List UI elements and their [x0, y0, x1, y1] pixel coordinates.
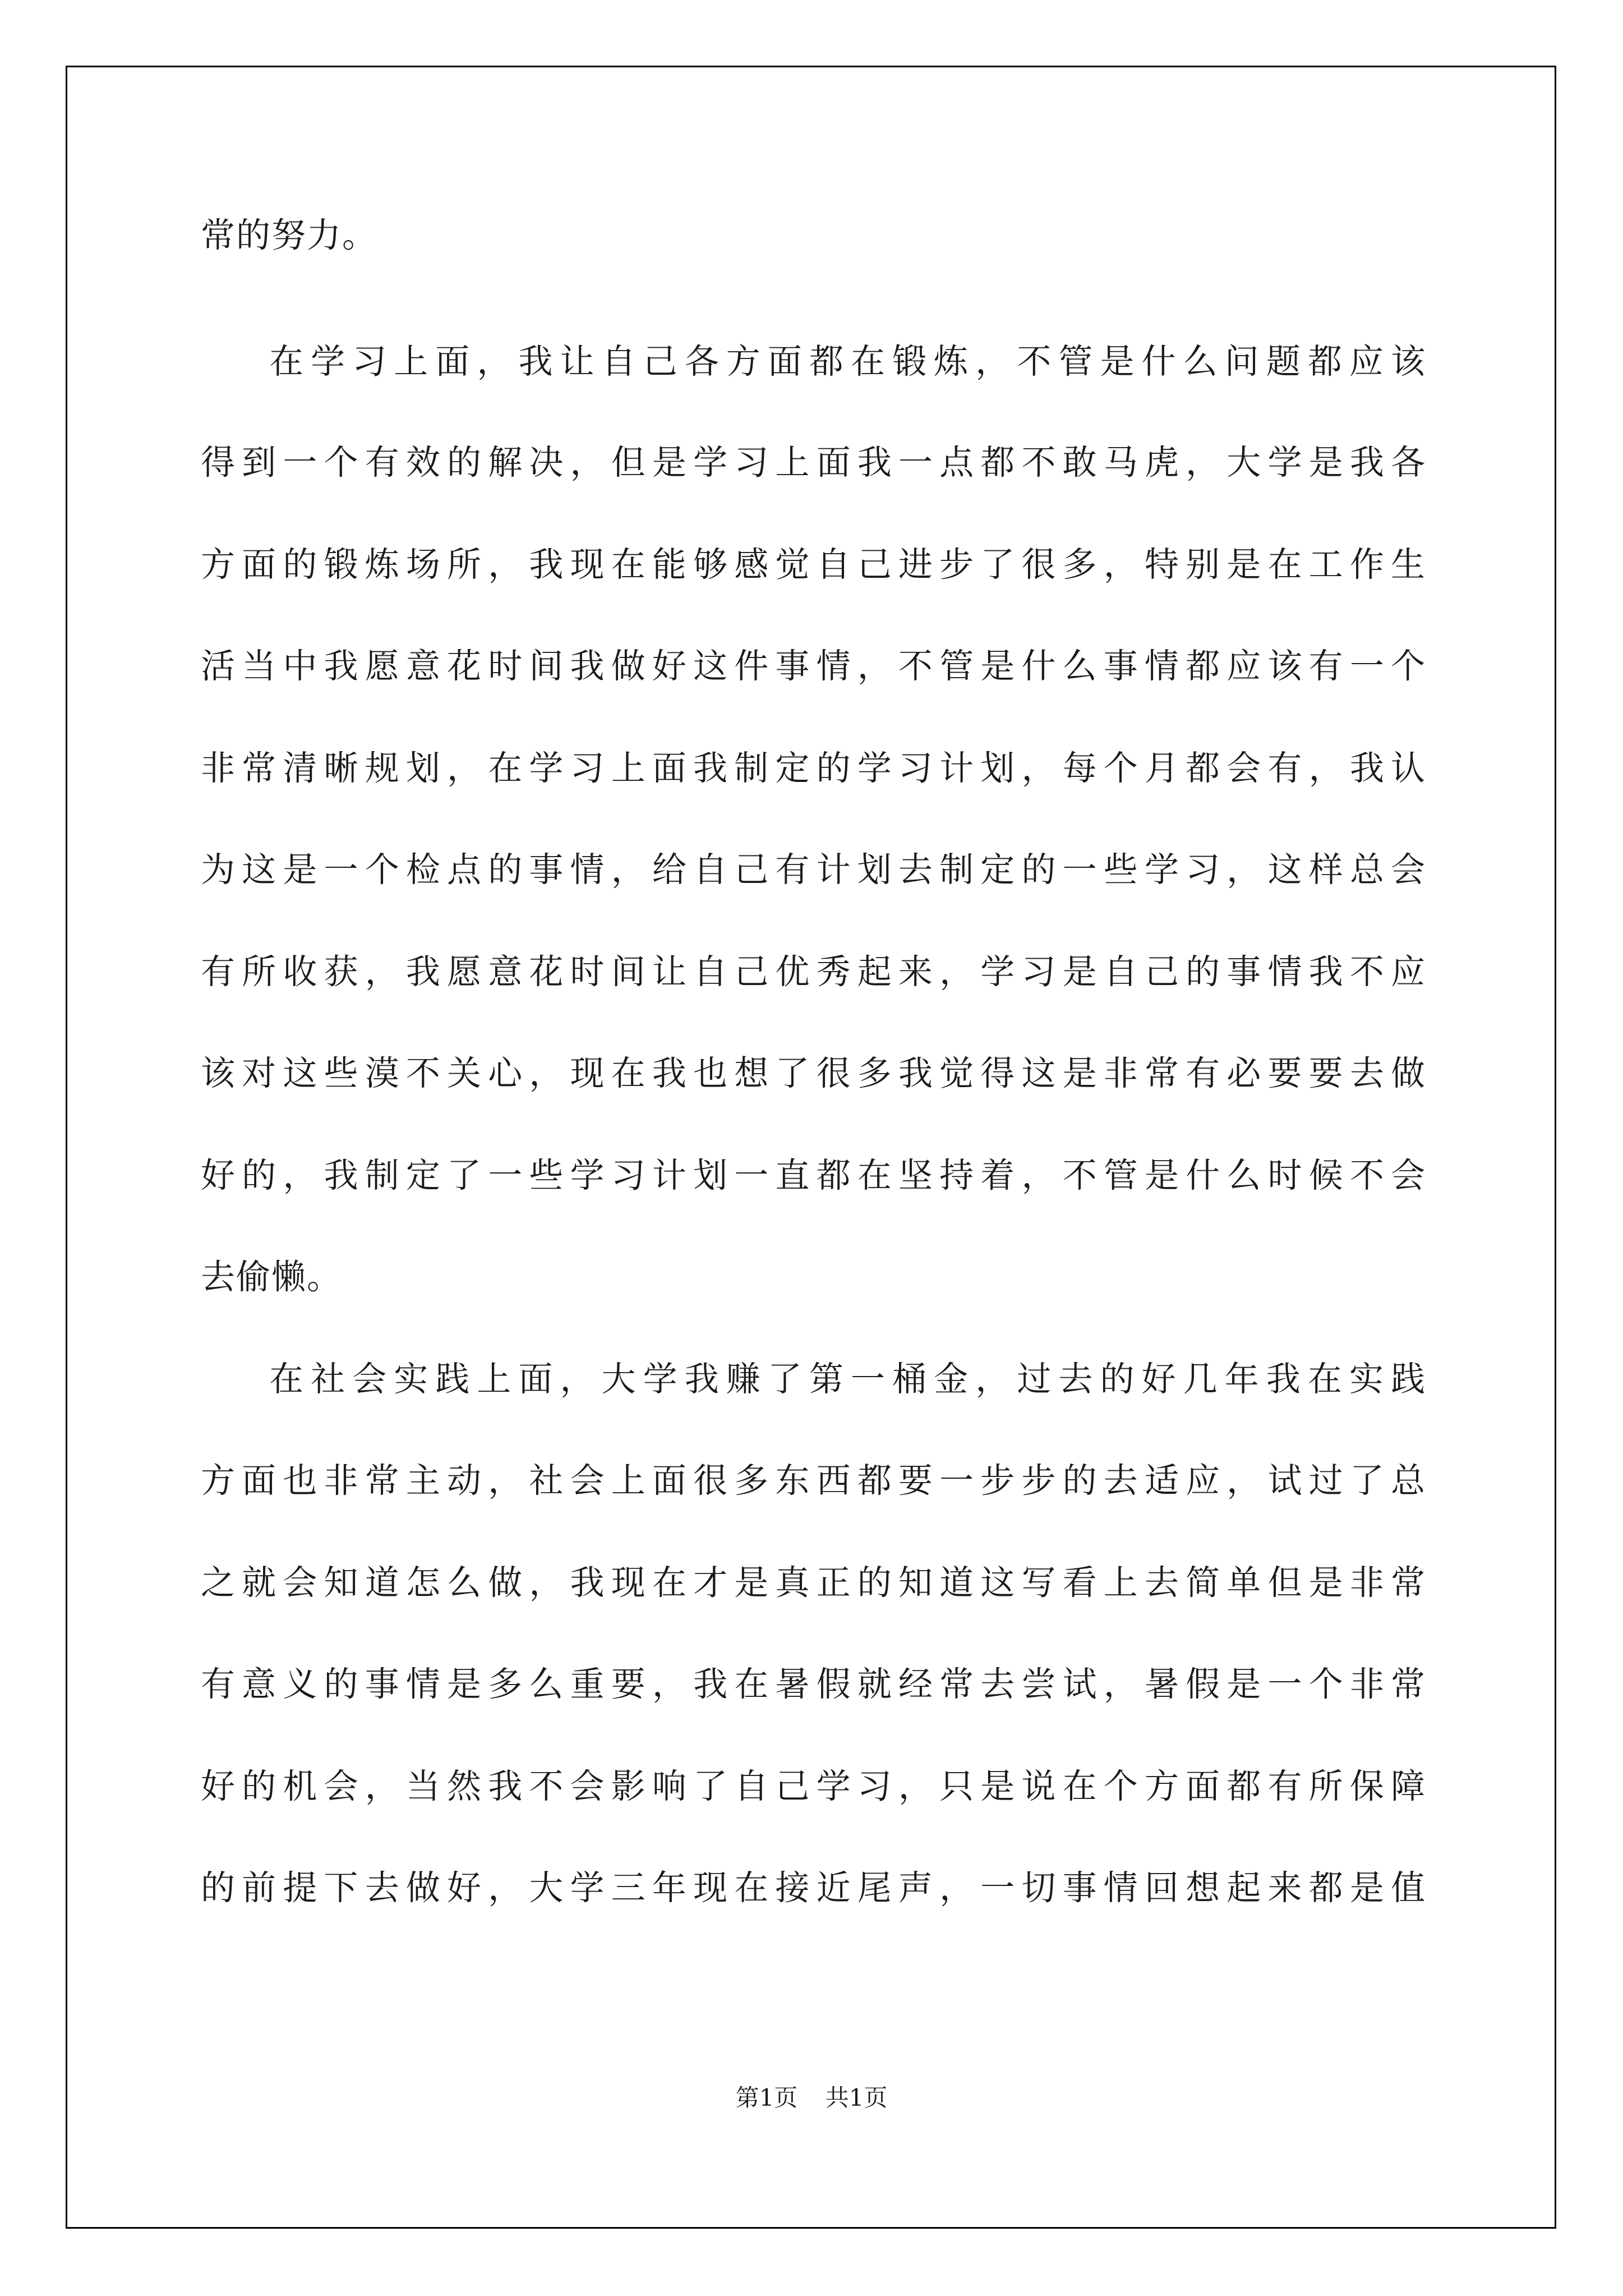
text-line: 常的努力。	[201, 215, 378, 255]
text-line: 得到一个有效的解决，但是学习上面我一点都不敢马虎，大学是我各	[201, 443, 1426, 482]
text-line: 之就会知道怎么做，我现在才是真正的知道这写看上去简单但是非常	[201, 1563, 1426, 1603]
page-number: 第1页	[735, 2084, 798, 2111]
text-line: 为这是一个检点的事情，给自己有计划去制定的一些学习，这样总会	[201, 850, 1426, 890]
text-line: 有意义的事情是多么重要，我在暑假就经常去尝试，暑假是一个非常	[201, 1664, 1426, 1704]
text-line: 方面的锻炼场所，我现在能够感觉自己进步了很多，特别是在工作生	[201, 545, 1426, 585]
text-line: 好的，我制定了一些学习计划一直都在坚持着，不管是什么时候不会	[201, 1156, 1426, 1195]
text-line: 好的机会，当然我不会影响了自己学习，只是说在个方面都有所保障	[201, 1766, 1426, 1806]
text-line: 去偷懒。	[201, 1257, 343, 1297]
text-line: 活当中我愿意花时间我做好这件事情，不管是什么事情都应该有一个	[201, 646, 1426, 686]
text-line: 该对这些漠不关心，现在我也想了很多我觉得这是非常有必要要去做	[201, 1053, 1426, 1093]
page-total: 共1页	[825, 2084, 888, 2111]
text-line: 有所收获，我愿意花时间让自己优秀起来，学习是自己的事情我不应	[201, 952, 1426, 992]
text-line: 的前提下去做好，大学三年现在接近尾声，一切事情回想起来都是值	[201, 1868, 1426, 1908]
text-line: 在学习上面，我让自己各方面都在锻炼，不管是什么问题都应该	[269, 342, 1426, 381]
page-footer	[0, 2082, 1623, 2114]
text-line: 方面也非常主动，社会上面很多东西都要一步步的去适应，试过了总	[201, 1461, 1426, 1501]
text-line: 在社会实践上面，大学我赚了第一桶金，过去的好几年我在实践	[269, 1359, 1426, 1399]
text-line: 非常清晰规划，在学习上面我制定的学习计划，每个月都会有，我认	[201, 748, 1426, 788]
